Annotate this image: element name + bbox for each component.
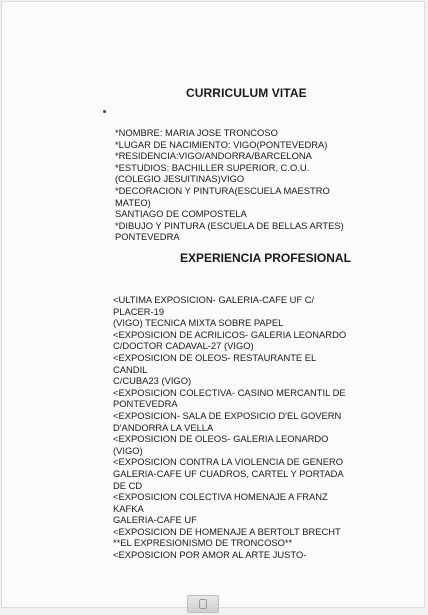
experience-line: D'ANDORRA LA VELLA bbox=[113, 421, 214, 433]
experience-line: GALERIA-CAFE UF CUADROS, CARTEL Y PORTADA bbox=[113, 467, 344, 479]
personal-line: *DIBUJO Y PINTURA (ESCUELA DE BELLAS ARTES) bbox=[115, 219, 344, 231]
experience-line: (VIGO) bbox=[113, 444, 143, 456]
experience-line: **EL EXPRESIONISMO DE TRONCOSO** bbox=[113, 537, 293, 549]
personal-line: MATEO) bbox=[115, 196, 151, 208]
personal-line: SANTIAGO DE COMPOSTELA bbox=[115, 208, 247, 220]
scan-speck bbox=[103, 110, 106, 113]
personal-details bbox=[115, 127, 375, 243]
binder-clip bbox=[187, 595, 219, 613]
experience-line: CANDIL bbox=[113, 363, 148, 375]
experience-line: <EXPOSICION- SALA DE EXPOSICIO D'EL GOVERN bbox=[113, 409, 342, 421]
experience-line: <EXPOSICION DE OLEOS- RESTAURANTE EL bbox=[113, 351, 317, 363]
personal-line: *DECORACION Y PINTURA(ESCUELA MAESTRO bbox=[115, 184, 330, 196]
experience-line: <ULTIMA EXPOSICION- GALERIA-CAFE UF C/ bbox=[113, 294, 315, 305]
experience-line: (VIGO) TECNICA MIXTA SOBRE PAPEL bbox=[113, 317, 284, 329]
experience-list bbox=[113, 294, 375, 561]
experience-line: <EXPOSICION DE ACRILICOS- GALERIA LEONARDO bbox=[113, 328, 347, 340]
experience-line: GALERIA-CAFE UF bbox=[113, 514, 197, 526]
experience-line: <EXPOSICION COLECTIVA HOMENAJE A FRANZ bbox=[113, 491, 328, 503]
personal-line: *ESTUDIOS: BACHILLER SUPERIOR, C.O.U. bbox=[115, 161, 310, 173]
experience-line: <EXPOSICION DE OLEOS- GALERIA LEONARDO bbox=[113, 433, 329, 445]
personal-line: (COLEGIO JESUITINAS)VIGO bbox=[115, 173, 245, 185]
experience-line: KAFKA bbox=[113, 502, 144, 514]
experience-line: <EXPOSICION CONTRA LA VIOLENCIA DE GENERO bbox=[113, 456, 344, 468]
personal-line: *NOMBRE: MARIA JOSE TRONCOSO bbox=[115, 127, 278, 138]
personal-line: *RESIDENCIA:VIGO/ANDORRA/BARCELONA bbox=[115, 150, 312, 162]
document-page bbox=[2, 2, 424, 607]
experience-line: C/CUBA23 (VIGO) bbox=[113, 375, 192, 387]
experience-line: PLACER-19 bbox=[113, 305, 165, 317]
document-title: CURRICULUM VITAE bbox=[186, 86, 307, 100]
personal-line: *LUGAR DE NACIMIENTO: VIGO(PONTEVEDRA) bbox=[115, 138, 328, 150]
experience-line: DE CD bbox=[113, 479, 143, 491]
experience-line: <EXPOSICION DE HOMENAJE A BERTOLT BRECHT bbox=[113, 525, 341, 537]
experience-line: <EXPOSICION POR AMOR AL ARTE JUSTO- bbox=[113, 549, 307, 561]
experience-line: <EXPOSICION COLECTIVA- CASINO MERCANTIL DE bbox=[113, 386, 346, 398]
experience-line: PONTEVEDRA bbox=[113, 398, 178, 410]
experience-line: C/DOCTOR CADAVAL-27 (VIGO) bbox=[113, 340, 254, 352]
experience-heading: EXPERIENCIA PROFESIONAL bbox=[180, 251, 351, 265]
personal-line: PONTEVEDRA bbox=[115, 231, 180, 243]
